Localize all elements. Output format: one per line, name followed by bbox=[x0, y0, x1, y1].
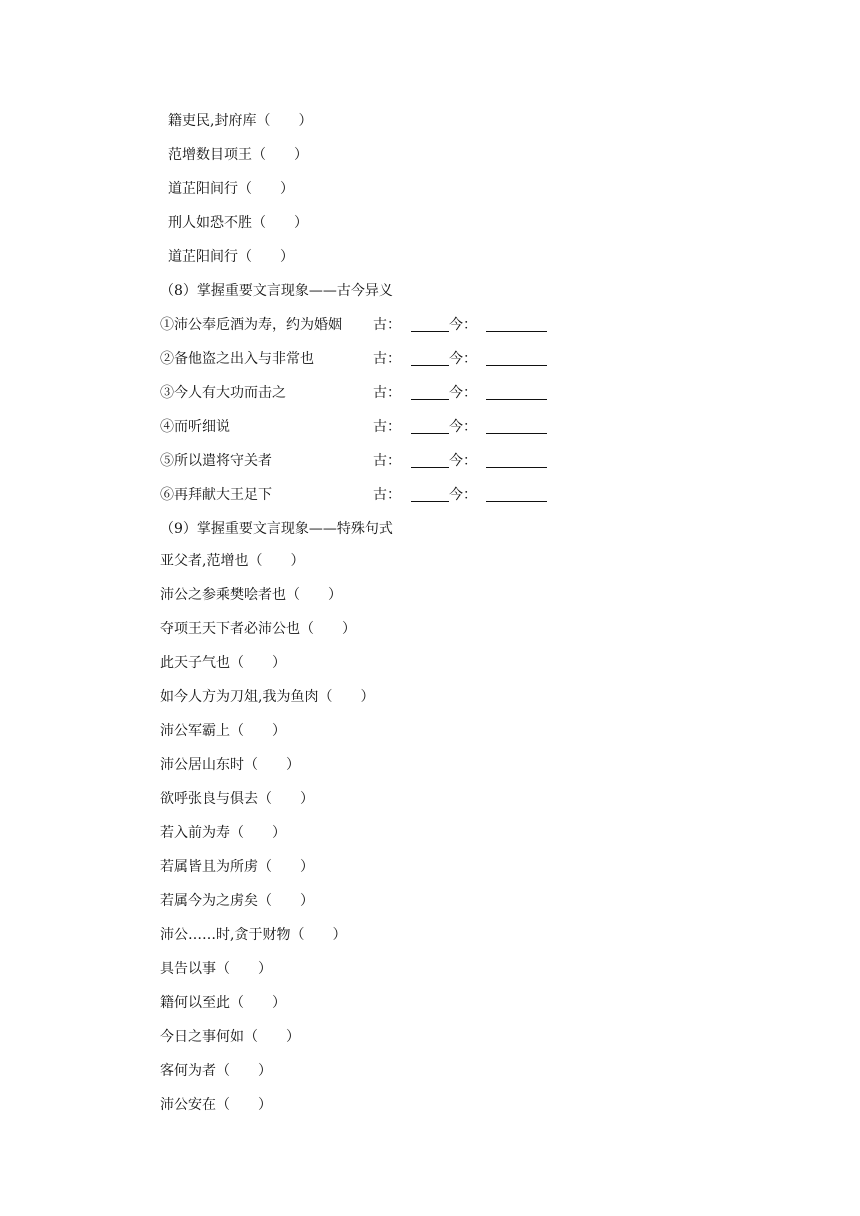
section9-item: 沛公安在（ ） bbox=[160, 1097, 272, 1113]
section7-item: 范增数目项王（ ） bbox=[168, 147, 308, 163]
section9-item: 今日之事何如（ ） bbox=[160, 1029, 300, 1045]
section9-item: 沛公之参乘樊哙者也（ ） bbox=[160, 587, 342, 603]
gujin-sentence: ⑥再拜献大王足下 bbox=[160, 487, 272, 503]
gu-answer-blank[interactable] bbox=[411, 501, 449, 502]
gu-answer-blank[interactable] bbox=[411, 467, 449, 468]
gu-answer-blank[interactable] bbox=[411, 365, 449, 366]
gu-label: 古： bbox=[373, 317, 401, 333]
section8-heading: （8）掌握重要文言现象——古今异义 bbox=[160, 283, 393, 299]
gu-label: 古： bbox=[373, 385, 401, 401]
jin-label: 今： bbox=[449, 453, 477, 469]
gu-label: 古： bbox=[373, 487, 401, 503]
section9-item: 若入前为寿（ ） bbox=[160, 825, 286, 841]
section9-item: 沛公居山东时（ ） bbox=[160, 757, 300, 773]
section9-item: 夺项王天下者必沛公也（ ） bbox=[160, 621, 356, 637]
section9-item: 如今人方为刀俎,我为鱼肉（ ） bbox=[160, 689, 375, 705]
jin-label: 今： bbox=[449, 317, 477, 333]
gujin-sentence: ③今人有大功而击之 bbox=[160, 385, 286, 401]
jin-answer-blank[interactable] bbox=[486, 399, 547, 400]
jin-answer-blank[interactable] bbox=[486, 433, 547, 434]
jin-label: 今： bbox=[449, 351, 477, 367]
jin-answer-blank[interactable] bbox=[486, 501, 547, 502]
gu-answer-blank[interactable] bbox=[411, 331, 449, 332]
jin-answer-blank[interactable] bbox=[486, 331, 547, 332]
gu-label: 古： bbox=[373, 419, 401, 435]
gujin-sentence: ⑤所以遣将守关者 bbox=[160, 453, 272, 469]
section9-item: 沛公……时,贪于财物（ ） bbox=[160, 927, 347, 943]
section9-item: 欲呼张良与俱去（ ） bbox=[160, 791, 314, 807]
jin-label: 今： bbox=[449, 419, 477, 435]
section7-item: 道芷阳间行（ ） bbox=[168, 181, 294, 197]
jin-label: 今： bbox=[449, 385, 477, 401]
section9-heading: （9）掌握重要文言现象——特殊句式 bbox=[160, 521, 393, 537]
jin-answer-blank[interactable] bbox=[486, 467, 547, 468]
section9-item: 籍何以至此（ ） bbox=[160, 995, 286, 1011]
gujin-sentence: ②备他盗之出入与非常也 bbox=[160, 351, 314, 367]
section9-item: 具告以事（ ） bbox=[160, 961, 272, 977]
gujin-sentence: ④而听细说 bbox=[160, 419, 230, 435]
section7-item: 籍吏民,封府库（ ） bbox=[168, 113, 313, 129]
gu-label: 古： bbox=[373, 351, 401, 367]
gu-answer-blank[interactable] bbox=[411, 399, 449, 400]
section9-item: 客何为者（ ） bbox=[160, 1063, 272, 1079]
gu-label: 古： bbox=[373, 453, 401, 469]
jin-label: 今： bbox=[449, 487, 477, 503]
section9-item: 沛公军霸上（ ） bbox=[160, 723, 286, 739]
section9-item: 此天子气也（ ） bbox=[160, 655, 286, 671]
section9-item: 若属皆且为所虏（ ） bbox=[160, 859, 314, 875]
section9-item: 若属今为之虏矣（ ） bbox=[160, 893, 314, 909]
gu-answer-blank[interactable] bbox=[411, 433, 449, 434]
section9-item: 亚父者,范增也（ ） bbox=[160, 553, 305, 569]
jin-answer-blank[interactable] bbox=[486, 365, 547, 366]
gujin-sentence: ①沛公奉卮酒为寿，约为婚姻 bbox=[160, 317, 342, 333]
section7-item: 道芷阳间行（ ） bbox=[168, 249, 294, 265]
section7-item: 刑人如恐不胜（ ） bbox=[168, 215, 308, 231]
